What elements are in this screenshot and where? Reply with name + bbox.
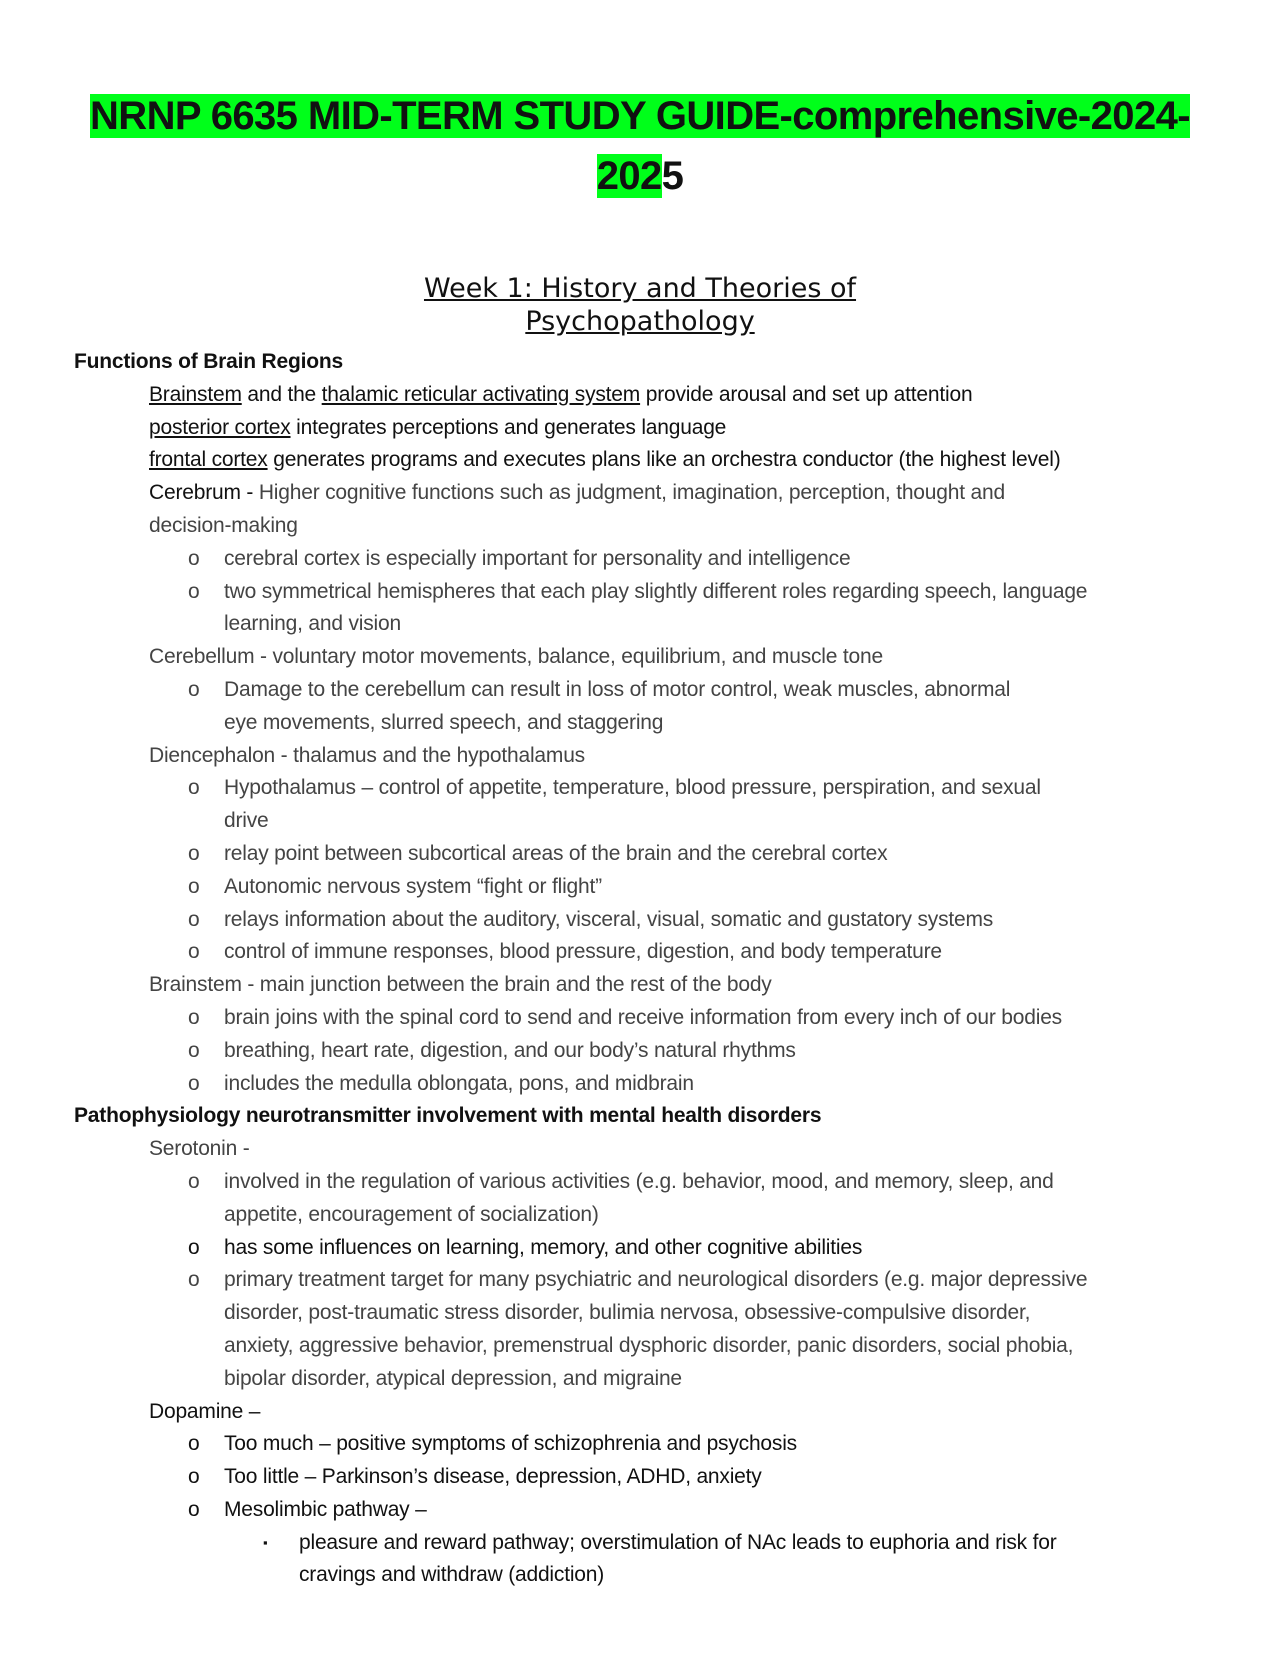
circle-bullet-icon: o [188, 907, 200, 931]
cerebrum-line-continued: decision-making [149, 513, 298, 537]
list-item-text: Too little – Parkinson’s disease, depression, ADHD, anxiety [224, 1465, 762, 1489]
list-item [0, 576, 1280, 609]
cerebrum-text: Higher cognitive functions such as judgment, imagination, perception, thought and [258, 481, 1005, 505]
circle-bullet-icon: o [188, 1038, 200, 1062]
circle-bullet-icon: o [188, 579, 200, 603]
list-item-text: relays information about the auditory, visceral, visual, somatic and gustatory systems [224, 907, 994, 931]
cerebrum-label: Cerebrum - [149, 481, 259, 505]
document-title [60, 86, 1220, 206]
list-item [0, 936, 1280, 969]
term-thalamic-ras: thalamic reticular activating system [321, 382, 641, 406]
list-item [0, 1002, 1280, 1035]
list-item-text: Mesolimbic pathway – [224, 1497, 427, 1521]
cerebrum-line [0, 477, 1280, 510]
list-item [0, 1461, 1280, 1494]
circle-bullet-icon: o [188, 874, 200, 898]
list-item [0, 1166, 1280, 1199]
list-item [0, 904, 1280, 937]
list-item-text: Autonomic nervous system “fight or flight” [224, 874, 602, 898]
circle-bullet-icon: o [188, 1465, 200, 1489]
list-item [0, 1264, 1280, 1297]
list-item-text: control of immune responses, blood pressure, digestion, and body temperature [224, 940, 942, 964]
list-item-continued: anxiety, aggressive behavior, premenstrual dysphoric disorder, panic disorders, social phobia, [224, 1333, 1074, 1357]
list-item [0, 772, 1280, 805]
text-fragment: provide arousal and set up attention [640, 382, 973, 406]
circle-bullet-icon: o [188, 1497, 200, 1521]
circle-bullet-icon: o [188, 841, 200, 865]
title-highlighted-text: NRNP 6635 MID-TERM STUDY GUIDE-comprehensive-2024-202 [90, 94, 1190, 198]
list-item-continued: appetite, encouragement of socialization) [224, 1202, 599, 1226]
list-item [0, 1428, 1280, 1461]
list-item-continued: drive [224, 809, 269, 833]
sub-list-item [0, 1527, 1280, 1560]
list-item [0, 871, 1280, 904]
week-heading-line-1: Week 1: History and Theories of [423, 273, 857, 304]
brainstem-intro-line [0, 379, 1280, 412]
circle-bullet-icon: o [188, 776, 200, 800]
list-item-continued: bipolar disorder, atypical depression, and migraine [224, 1366, 682, 1390]
serotonin-line: Serotonin - [149, 1137, 250, 1161]
list-item-text: Damage to the cerebellum can result in loss of motor control, weak muscles, abnormal [224, 677, 1011, 701]
brainstem-line: Brainstem - main junction between the brain and the rest of the body [149, 973, 772, 997]
list-item-text: Hypothalamus – control of appetite, temperature, blood pressure, perspiration, and sexual [224, 776, 1041, 800]
circle-bullet-icon: o [188, 546, 200, 570]
list-item-text: has some influences on learning, memory, and other cognitive abilities [224, 1235, 863, 1259]
list-item-text: Too much – positive symptoms of schizophrenia and psychosis [224, 1432, 797, 1456]
circle-bullet-icon: o [188, 1268, 200, 1292]
title-tail-text: 5 [661, 154, 684, 198]
circle-bullet-icon: o [188, 940, 200, 964]
week-heading [300, 272, 980, 338]
list-item-continued: eye movements, slurred speech, and staggering [224, 710, 664, 734]
circle-bullet-icon: o [188, 1071, 200, 1095]
list-item-text: cerebral cortex is especially important for personality and intelligence [224, 546, 851, 570]
text-fragment: and the [241, 382, 322, 406]
list-item [0, 1494, 1280, 1527]
list-item [0, 543, 1280, 576]
square-bullet-icon: ▪ [263, 1534, 268, 1550]
week-heading-line-2: Psychopathology [525, 306, 755, 337]
list-item-text: relay point between subcortical areas of the brain and the cerebral cortex [224, 841, 888, 865]
list-item-text: two symmetrical hemispheres that each play slightly different roles regarding speech, language [224, 579, 1088, 603]
section-heading-neurotransmitters: Pathophysiology neurotransmitter involvement with mental health disorders [74, 1104, 822, 1128]
list-item [0, 1068, 1280, 1101]
circle-bullet-icon: o [188, 1005, 200, 1029]
circle-bullet-icon: o [188, 1235, 200, 1259]
text-fragment: integrates perceptions and generates language [290, 415, 727, 439]
text-fragment: generates programs and executes plans like an orchestra conductor (the highest level) [267, 448, 1061, 472]
list-item [0, 1232, 1280, 1265]
list-item-text: pleasure and reward pathway; overstimulation of NAc leads to euphoria and risk for [299, 1530, 1057, 1554]
cerebellum-line: Cerebellum - voluntary motor movements, balance, equilibrium, and muscle tone [149, 645, 883, 669]
list-item-continued: learning, and vision [224, 612, 401, 636]
dopamine-line: Dopamine – [149, 1399, 261, 1423]
circle-bullet-icon: o [188, 677, 200, 701]
section-heading-brain-regions: Functions of Brain Regions [74, 350, 343, 373]
list-item [0, 1035, 1280, 1068]
list-item-text: breathing, heart rate, digestion, and our body’s natural rhythms [224, 1038, 796, 1062]
list-item-text: involved in the regulation of various activities (e.g. behavior, mood, and memory, sleep, and [224, 1169, 1054, 1193]
list-item-continued: disorder, post-traumatic stress disorder, bulimia nervosa, obsessive-compulsive disorder, [224, 1301, 1031, 1325]
list-item-text: brain joins with the spinal cord to send and receive information from every inch of our bodies [224, 1005, 1062, 1029]
sub-list-item-continued: cravings and withdraw (addiction) [299, 1563, 605, 1587]
diencephalon-line: Diencephalon - thalamus and the hypothalamus [149, 743, 585, 767]
document-body [0, 346, 1280, 1592]
term-posterior-cortex: posterior cortex [149, 415, 291, 439]
circle-bullet-icon: o [188, 1432, 200, 1456]
list-item-text: includes the medulla oblongata, pons, and midbrain [224, 1071, 694, 1095]
term-frontal-cortex: frontal cortex [149, 448, 268, 472]
list-item [0, 674, 1280, 707]
list-item [0, 838, 1280, 871]
circle-bullet-icon: o [188, 1169, 200, 1193]
list-item-text: primary treatment target for many psychiatric and neurological disorders (e.g. major depressive [224, 1268, 1088, 1292]
posterior-cortex-line [0, 412, 1280, 445]
frontal-cortex-line [0, 444, 1280, 477]
term-brainstem: Brainstem [149, 382, 242, 406]
